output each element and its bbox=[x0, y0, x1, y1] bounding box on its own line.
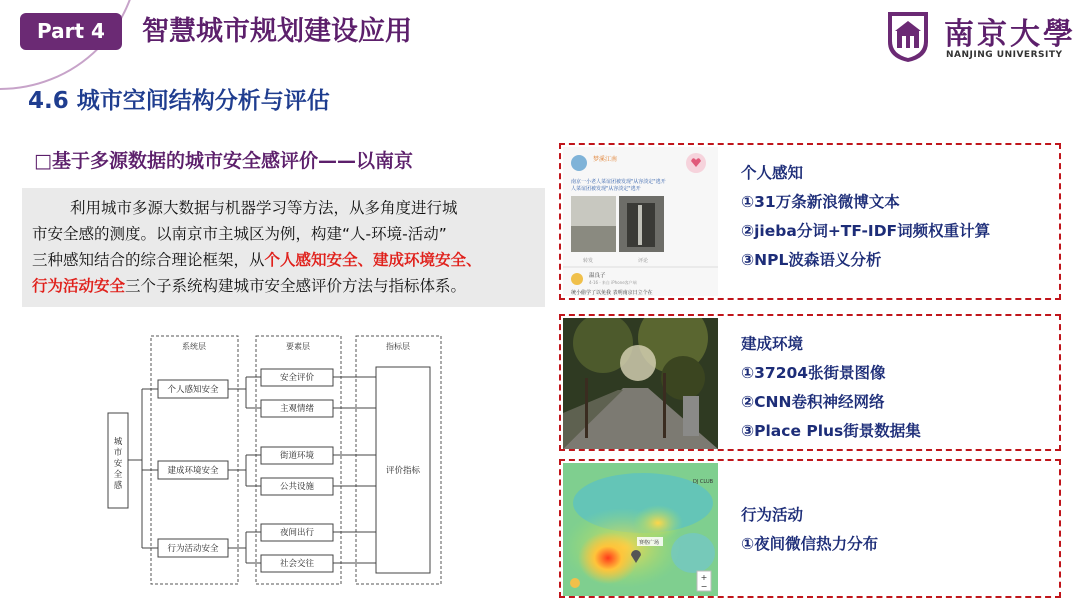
panel-behavior-activity bbox=[559, 459, 1061, 598]
avatar bbox=[571, 155, 587, 171]
panel-item: ①37204张街景图像 bbox=[741, 364, 886, 382]
heart-sticker-icon bbox=[686, 153, 706, 173]
system-label: 行为活动安全 bbox=[167, 544, 219, 554]
intro-text: 三种感知结合的综合理论框架，从 bbox=[32, 251, 265, 269]
root-char: 安 bbox=[113, 459, 123, 469]
intro-line: 市安全感的测度。以南京市主城区为例，构建“人-环境-活动” bbox=[32, 225, 447, 243]
panel-text bbox=[741, 501, 878, 559]
system-label: 个人感知安全 bbox=[167, 385, 219, 395]
panel-text bbox=[741, 330, 921, 446]
layer-label-system: 系统层 bbox=[182, 342, 206, 351]
avatar bbox=[571, 273, 583, 285]
intro-text: 三个子系统构建城市安全感评价方法与指标体系。 bbox=[125, 277, 467, 295]
map-face-icon bbox=[570, 578, 580, 588]
panel-item: ①夜间微信热力分布 bbox=[741, 535, 879, 553]
layer-label-element: 要素层 bbox=[286, 342, 310, 351]
element-label: 公共设施 bbox=[279, 482, 315, 492]
weibo-user: 温良子 bbox=[589, 273, 606, 279]
indicator-label: 评价指标 bbox=[385, 466, 421, 476]
main-title: 智慧城市规划建设应用 bbox=[142, 16, 412, 47]
element-label: 安全评价 bbox=[279, 373, 315, 383]
layer-label-indicator: 指标层 bbox=[386, 342, 410, 351]
comment-button: 评论 bbox=[638, 258, 649, 264]
panel-item: ①31万条新浪微博文本 bbox=[741, 193, 900, 211]
intro-paragraph bbox=[22, 188, 545, 307]
element-label: 街道环境 bbox=[279, 451, 315, 461]
intro-line bbox=[32, 247, 535, 273]
panel-item: ②CNN卷积神经网络 bbox=[741, 393, 885, 411]
intro-line: 利用城市多源大数据与机器学习等方法，从多角度进行城 bbox=[70, 199, 458, 217]
weibo-screenshot bbox=[563, 147, 718, 296]
panel-item: ③Place Plus街景数据集 bbox=[741, 422, 921, 440]
system-label: 建成环境安全 bbox=[167, 466, 219, 476]
root-char: 感 bbox=[113, 481, 123, 491]
logo-subtitle: NANJING UNIVERSITY bbox=[946, 50, 1063, 60]
weibo-user: 梦溪江南 bbox=[593, 156, 618, 163]
panel-built-environment bbox=[559, 314, 1061, 451]
panel-heading: 行为活动 bbox=[741, 506, 804, 524]
map-label: 赛格广场 bbox=[639, 540, 660, 546]
panel-heading: 建成环境 bbox=[741, 335, 804, 353]
panel-heading: 个人感知 bbox=[741, 164, 804, 182]
logo-text: 南京大學 bbox=[944, 17, 1076, 52]
intro-line bbox=[32, 273, 535, 299]
panel-text bbox=[741, 159, 990, 275]
framework-diagram bbox=[100, 333, 445, 588]
street-view-photo bbox=[563, 318, 718, 449]
panel-personal-perception bbox=[559, 143, 1061, 300]
intro-highlight: 个人感知安全、建成环境安全、 bbox=[264, 251, 482, 269]
element-label: 社会交往 bbox=[279, 559, 315, 569]
forward-button: 转发 bbox=[583, 258, 594, 264]
zoom-out-button: − bbox=[700, 582, 708, 591]
panel-item: ②jieba分词+TF-IDF词频权重计算 bbox=[741, 222, 991, 240]
subsection-title: □基于多源数据的城市安全感评价——以南京 bbox=[34, 150, 413, 172]
weibo-meta: 4-16 · 来自 iPhone客户端 bbox=[589, 280, 637, 285]
heatmap-image bbox=[563, 463, 718, 596]
section-title: 4.6 城市空间结构分析与评估 bbox=[28, 88, 330, 114]
seal-icon bbox=[884, 8, 932, 64]
part-badge: Part 4 bbox=[20, 13, 122, 50]
weibo-post: 南京一小老人菜谊团被发现"从容淡定"逃开 bbox=[571, 179, 666, 185]
zoom-in-button: + bbox=[700, 573, 708, 582]
weibo-post: 人菜谊团被发现"从容淡定"逃开 bbox=[571, 186, 641, 192]
root-char: 全 bbox=[113, 470, 123, 480]
element-label: 主观情绪 bbox=[279, 404, 315, 414]
root-char: 城 bbox=[113, 437, 123, 447]
panel-item: ③NPL波森语义分析 bbox=[741, 251, 882, 269]
intro-highlight: 行为活动安全 bbox=[32, 277, 126, 295]
weibo-post: 统小偷学了以免我 表明南京日立个在 bbox=[571, 290, 653, 296]
map-label: DJ CLUB bbox=[693, 479, 714, 485]
element-label: 夜间出行 bbox=[279, 528, 315, 538]
root-char: 市 bbox=[113, 448, 123, 458]
